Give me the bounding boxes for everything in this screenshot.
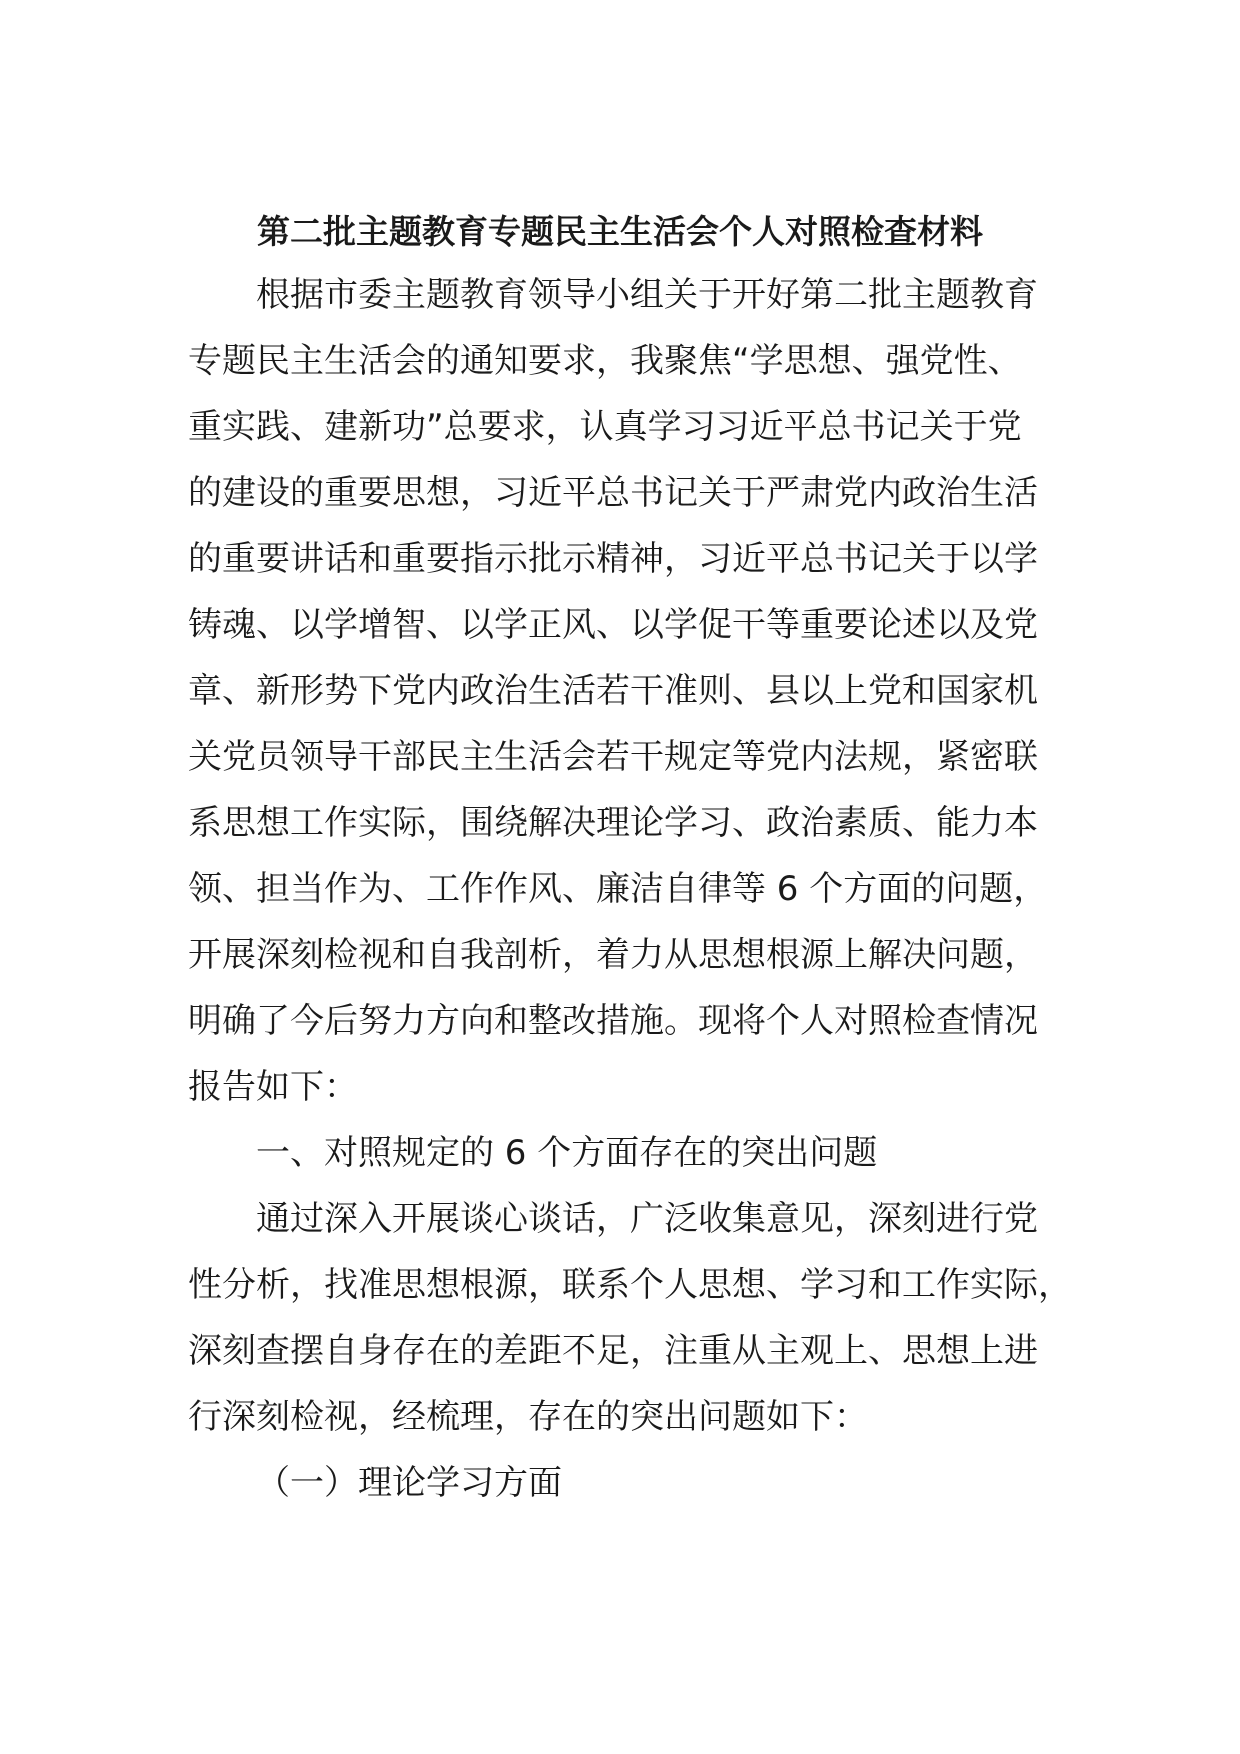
section-heading: 一、对照规定的 6 个方面存在的突出问题 [256, 1133, 878, 1173]
document-title: 第二批主题教育专题民主生活会个人对照检查材料 [257, 212, 983, 251]
paragraph-line: 领、担当作为、工作作风、廉洁自律等 6 个方面的问题， [188, 869, 1048, 909]
paragraph-line: 系思想工作实际，围绕解决理论学习、政治素质、能力本 [188, 803, 1038, 843]
paragraph-line: 重实践、建新功”总要求，认真学习习近平总书记关于党 [188, 407, 1022, 447]
subsection-heading: （一）理论学习方面 [256, 1463, 562, 1503]
paragraph-line: 行深刻检视，经梳理，存在的突出问题如下： [188, 1397, 868, 1437]
paragraph-line: 关党员领导干部民主生活会若干规定等党内法规，紧密联 [188, 737, 1038, 777]
paragraph-line: 的重要讲话和重要指示批示精神，习近平总书记关于以学 [188, 539, 1038, 579]
paragraph-line: 性分析，找准思想根源，联系个人思想、学习和工作实际， [188, 1265, 1072, 1305]
paragraph-line: 通过深入开展谈心谈话，广泛收集意见，深刻进行党 [256, 1199, 1038, 1239]
paragraph-line: 报告如下： [188, 1067, 358, 1107]
paragraph-line: 开展深刻检视和自我剖析，着力从思想根源上解决问题， [188, 935, 1038, 975]
paragraph-line: 章、新形势下党内政治生活若干准则、县以上党和国家机 [188, 671, 1038, 711]
paragraph-line: 专题民主生活会的通知要求，我聚焦“学思想、强党性、 [188, 341, 1022, 381]
paragraph-line: 根据市委主题教育领导小组关于开好第二批主题教育 [256, 275, 1038, 315]
paragraph-line: 铸魂、以学增智、以学正风、以学促干等重要论述以及党 [188, 605, 1038, 645]
document-body [188, 262, 1072, 1516]
paragraph-line: 明确了今后努力方向和整改措施。现将个人对照检查情况 [188, 1001, 1038, 1041]
paragraph-line: 深刻查摆自身存在的差距不足，注重从主观上、思想上进 [188, 1331, 1038, 1371]
paragraph-line: 的建设的重要思想，习近平总书记关于严肃党内政治生活 [188, 473, 1038, 513]
